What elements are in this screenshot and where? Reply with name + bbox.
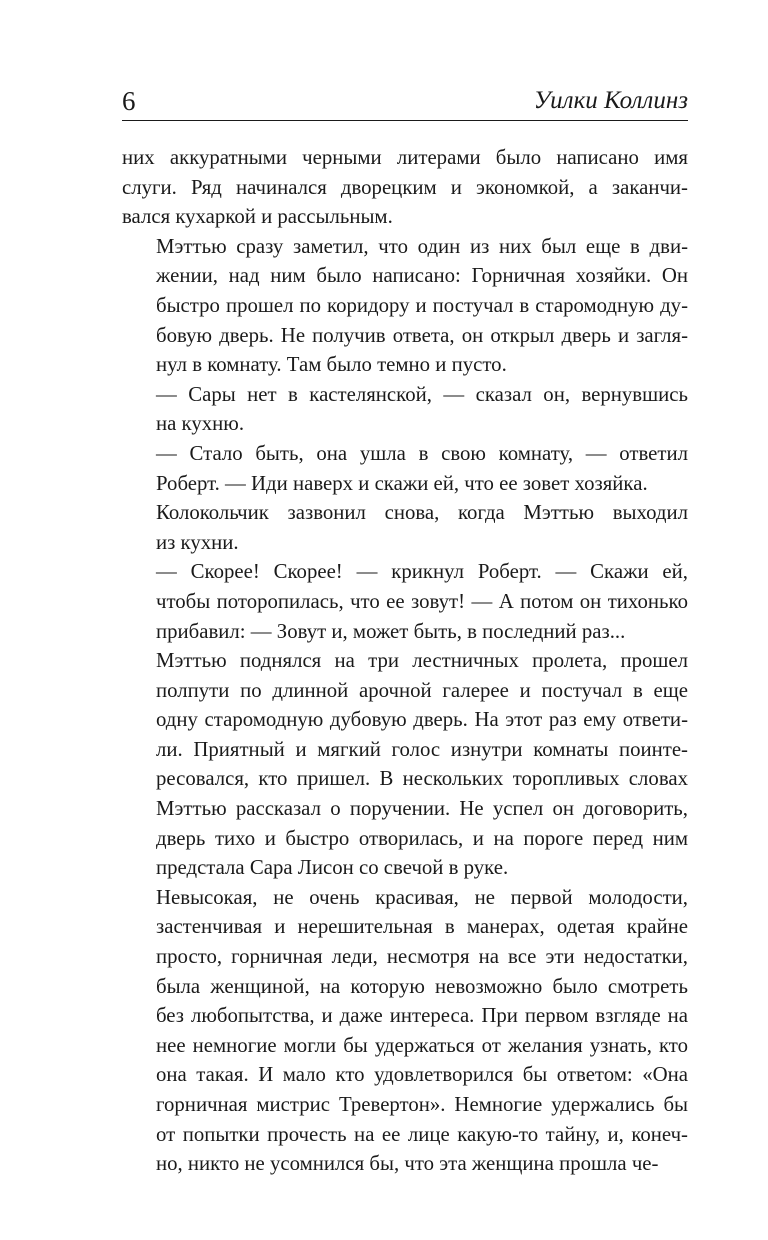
text-line: Роберт. — Иди наверх и скажи ей, что ее зовет хозяйка. [156,471,648,495]
paragraph [122,232,688,380]
book-page [122,80,688,1179]
text-line: от попытки прочесть на ее лице какую-то тайну, и, конеч- [156,1122,688,1146]
text-line: Невысокая, не очень красивая, не первой молодости, [156,885,688,909]
text-line: из кухни. [156,530,239,554]
text-line: нее немногие могли бы удержаться от желания узнать, кто [156,1033,688,1057]
text-line: полпути по длинной арочной галерее и постучал в еще [156,678,688,702]
text-line: них аккуратными черными литерами было написано имя [122,146,688,169]
paragraph [122,498,688,557]
text-line: чтобы поторопилась, что ее зовут! — А потом он тихонько [156,589,688,613]
text-line: вался кухаркой и рассыльным. [122,205,393,229]
text-line: дверь тихо и быстро отворилась, и на пороге перед ним [156,826,688,850]
text-line: бовую дверь. Не получив ответа, он открыл дверь и загля- [156,323,688,347]
text-line: Мэттью сразу заметил, что один из них был еще в дви- [156,234,688,258]
text-line: слуги. Ряд начинался дворецким и экономкой, а заканчи- [122,175,688,199]
text-line: одну старомодную дубовую дверь. На этот раз ему ответи- [156,708,688,732]
book-author: Уилки Коллинз [533,87,688,114]
text-line: — Стало быть, она ушла в свою комнату, — ответил [156,441,688,465]
text-line: ли. Приятный и мягкий голос изнутри комнаты поинте- [156,737,688,761]
text-line: Колокольчик зазвонил снова, когда Мэттью выходил [156,501,688,525]
text-line: была женщиной, на которую невозможно было смотреть [156,974,688,998]
text-line: быстро прошел по коридору и постучал в старомодную ду- [156,293,688,317]
text-line: на кухню. [156,412,245,436]
text-line: без любопытства, и даже интереса. При первом взгляде на [156,1004,688,1028]
text-line: она такая. И мало кто удовлетворился бы ответом: «Она [156,1063,688,1087]
text-line: ресовался, кто пришел. В нескольких торопливых словах [156,767,688,791]
body-text [122,143,688,1179]
paragraph [122,557,688,646]
text-line: нул в комнату. Там было темно и пусто. [156,353,507,377]
paragraph [122,883,688,1179]
text-line: но, никто не усомнился бы, что эта женщина прошла че- [156,1152,659,1176]
paragraph [122,380,688,439]
running-head [122,80,688,121]
text-line: застенчивая и нерешительная в манерах, одетая крайне [156,915,688,939]
text-line: — Сары нет в кастелянской, — сказал он, вернувшись [156,382,688,406]
text-line: прибавил: — Зовут и, может быть, в последний раз... [156,619,626,643]
text-line: Мэттью рассказал о поручении. Не успел он договорить, [156,797,688,821]
text-line: Мэттью поднялся на три лестничных пролета, прошел [156,649,688,673]
paragraph [122,646,688,883]
text-line: — Скорее! Скорее! — крикнул Роберт. — Скажи ей, [156,560,688,584]
page-number: 6 [122,86,136,116]
text-line: предстала Сара Лисон со свечой в руке. [156,856,509,880]
text-line: просто, горничная леди, несмотря на все эти недостатки, [156,945,688,969]
paragraph [122,143,688,232]
text-line: жении, над ним было написано: Горничная хозяйки. Он [156,264,688,288]
paragraph [122,439,688,498]
text-line: горничная мистрис Тревертон». Немногие удержались бы [156,1093,688,1116]
